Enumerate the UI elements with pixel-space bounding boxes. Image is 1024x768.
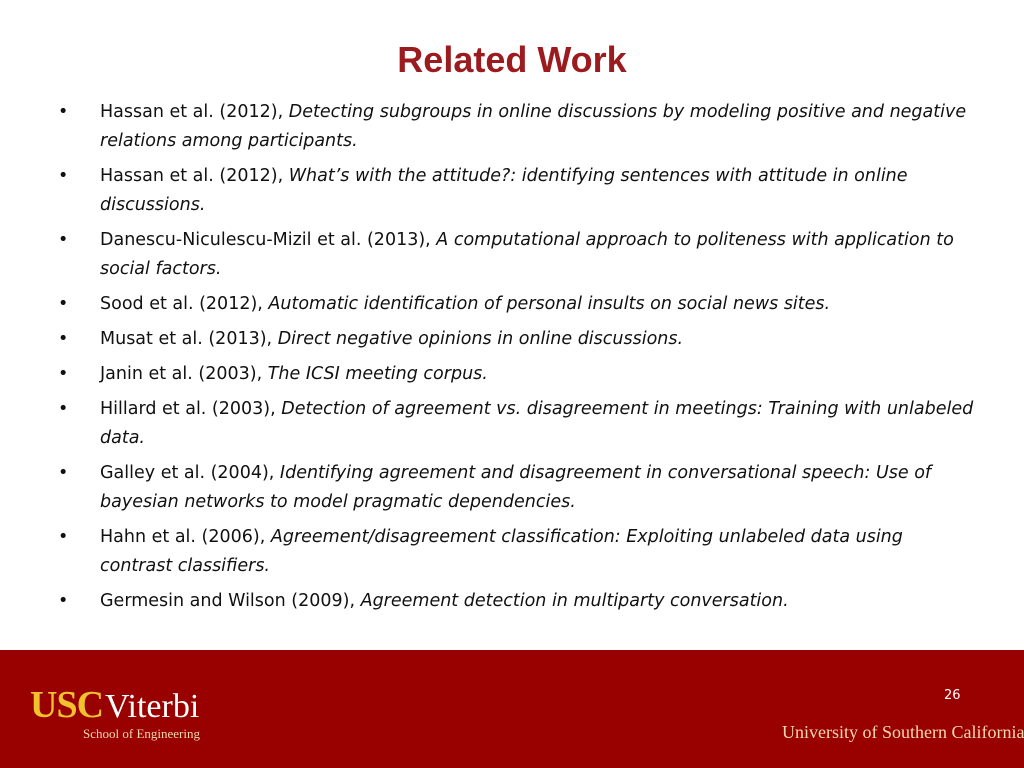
reference-title: A computational approach to politeness with application to social factors. — [100, 230, 954, 279]
reference-item — [56, 290, 976, 319]
bullet: • — [58, 364, 69, 384]
bullet: • — [58, 102, 69, 122]
bullet: • — [58, 230, 69, 250]
reference-item — [56, 360, 976, 389]
bullet: • — [58, 463, 69, 483]
slide-title: Related Work — [397, 39, 627, 80]
reference-title: Detection of agreement vs. disagreement in meetings: Training with unlabeled data. — [100, 399, 974, 448]
logo-usc-text: USC — [30, 684, 104, 726]
reference-item — [56, 162, 976, 220]
reference-title: Direct negative opinions in online discussions. — [277, 329, 684, 349]
university-name: University of Southern California — [782, 722, 1024, 742]
reference-title: Identifying agreement and disagreement in conversational speech: Use of bayesian networks to model pragmatic dependencies. — [100, 463, 932, 512]
reference-title: Agreement/disagreement classification: Exploiting unlabeled data using contrast classifiers. — [100, 527, 903, 576]
reference-title: Agreement detection in multiparty conversation. — [360, 591, 789, 611]
reference-title: Automatic identification of personal insults on social news sites. — [268, 294, 831, 314]
bullet: • — [58, 294, 69, 314]
reference-item — [56, 459, 976, 517]
footer-bar — [0, 650, 1024, 768]
reference-authors: Hassan et al. (2012), — [100, 102, 289, 122]
bullet: • — [58, 591, 69, 611]
reference-item — [56, 98, 976, 156]
bullet: • — [58, 329, 69, 349]
reference-authors: Hahn et al. (2006), — [100, 527, 271, 547]
reference-authors: Galley et al. (2004), — [100, 463, 280, 483]
reference-title: Detecting subgroups in online discussions by modeling positive and negative relations among participants. — [100, 102, 967, 151]
logo-viterbi-text: Viterbi — [105, 688, 200, 725]
reference-item — [56, 523, 976, 581]
reference-item — [56, 226, 976, 284]
reference-item — [56, 325, 976, 354]
page-number: 26 — [944, 688, 961, 703]
reference-authors: Musat et al. (2013), — [100, 329, 278, 349]
reference-item — [56, 587, 976, 616]
usc-viterbi-logo — [30, 686, 199, 724]
bullet: • — [58, 399, 69, 419]
reference-authors: Hillard et al. (2003), — [100, 399, 282, 419]
reference-item — [56, 395, 976, 453]
reference-list — [56, 98, 976, 622]
reference-title: The ICSI meeting corpus. — [267, 364, 488, 384]
reference-authors: Danescu-Niculescu-Mizil et al. (2013), — [100, 230, 437, 250]
reference-authors: Hassan et al. (2012), — [100, 166, 289, 186]
school-of-engineering-label: School of Engineering — [83, 726, 200, 741]
reference-title: What’s with the attitude?: identifying sentences with attitude in online discussions. — [100, 166, 908, 215]
bullet: • — [58, 166, 69, 186]
reference-authors: Sood et al. (2012), — [100, 294, 269, 314]
reference-authors: Germesin and Wilson (2009), — [100, 591, 361, 611]
bullet: • — [58, 527, 69, 547]
reference-authors: Janin et al. (2003), — [100, 364, 268, 384]
